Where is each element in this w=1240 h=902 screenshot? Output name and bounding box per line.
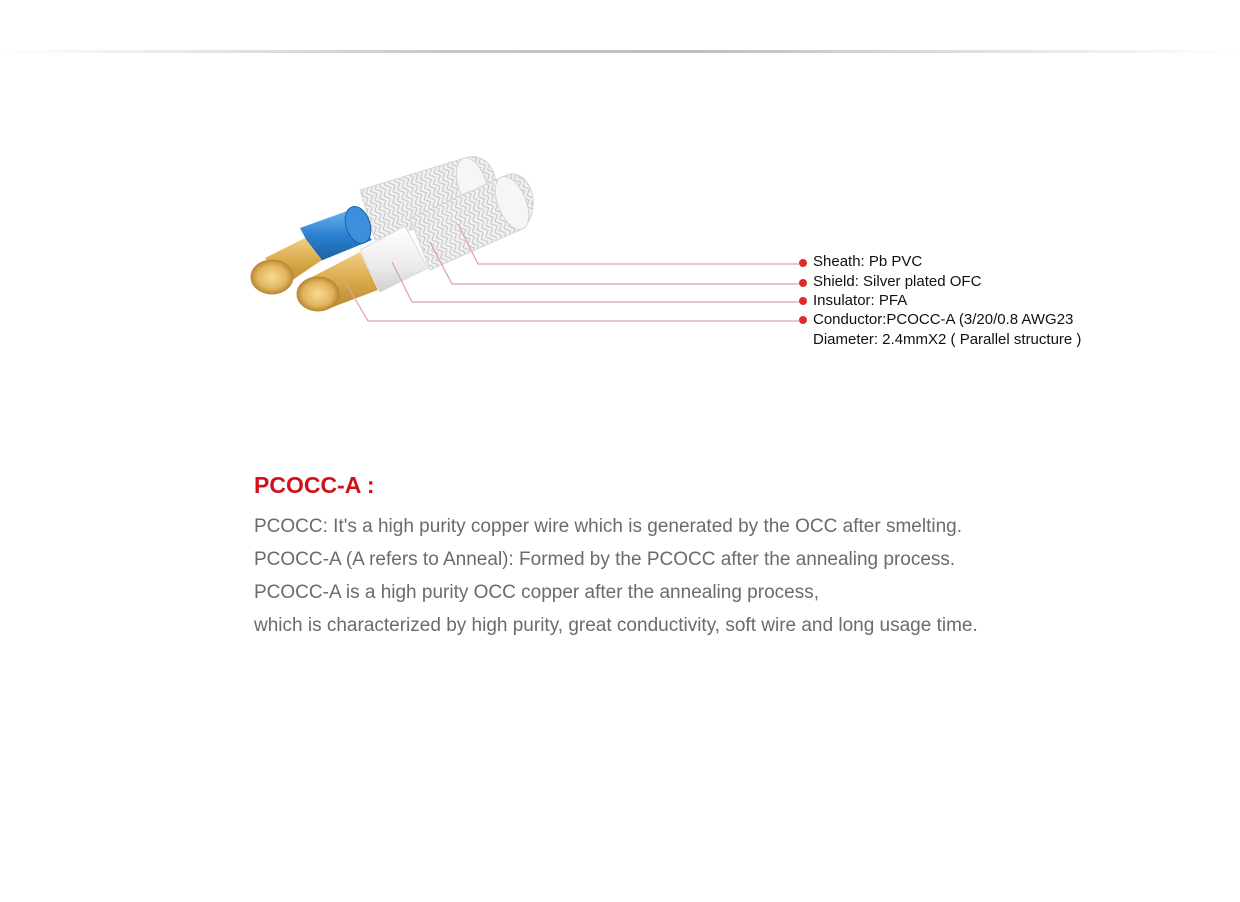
lower-copper-end	[297, 277, 339, 311]
cable-diagram	[0, 0, 1240, 440]
description-line: PCOCC-A (A refers to Anneal): Formed by the PCOCC after the annealing process.	[254, 549, 956, 570]
callout-sheath: Sheath: Pb PVC	[813, 253, 923, 270]
callout-shield: Shield: Silver plated OFC	[813, 273, 982, 290]
description-line: which is characterized by high purity, great conductivity, soft wire and long usage time.	[254, 615, 978, 636]
description-line: PCOCC: It's a high purity copper wire which is generated by the OCC after smelting.	[254, 516, 962, 537]
callout-bullet	[799, 316, 807, 324]
callout-bullet	[799, 279, 807, 287]
callout-bullet	[799, 297, 807, 305]
leader-line-insulator	[392, 262, 799, 302]
leader-line-conductor	[344, 280, 799, 321]
callout-diameter: Diameter: 2.4mmX2 ( Parallel structure )	[813, 331, 1082, 348]
callout-conductor: Conductor:PCOCC-A (3/20/0.8 AWG23	[813, 311, 1074, 328]
section-title: PCOCC-A :	[254, 472, 375, 498]
upper-copper-end	[251, 260, 293, 294]
callout-bullet	[799, 259, 807, 267]
description-section	[254, 470, 1154, 642]
leader-line-shield	[430, 242, 799, 284]
description-line: PCOCC-A is a high purity OCC copper after the annealing process,	[254, 582, 819, 603]
callout-insulator: Insulator: PFA	[813, 292, 908, 309]
